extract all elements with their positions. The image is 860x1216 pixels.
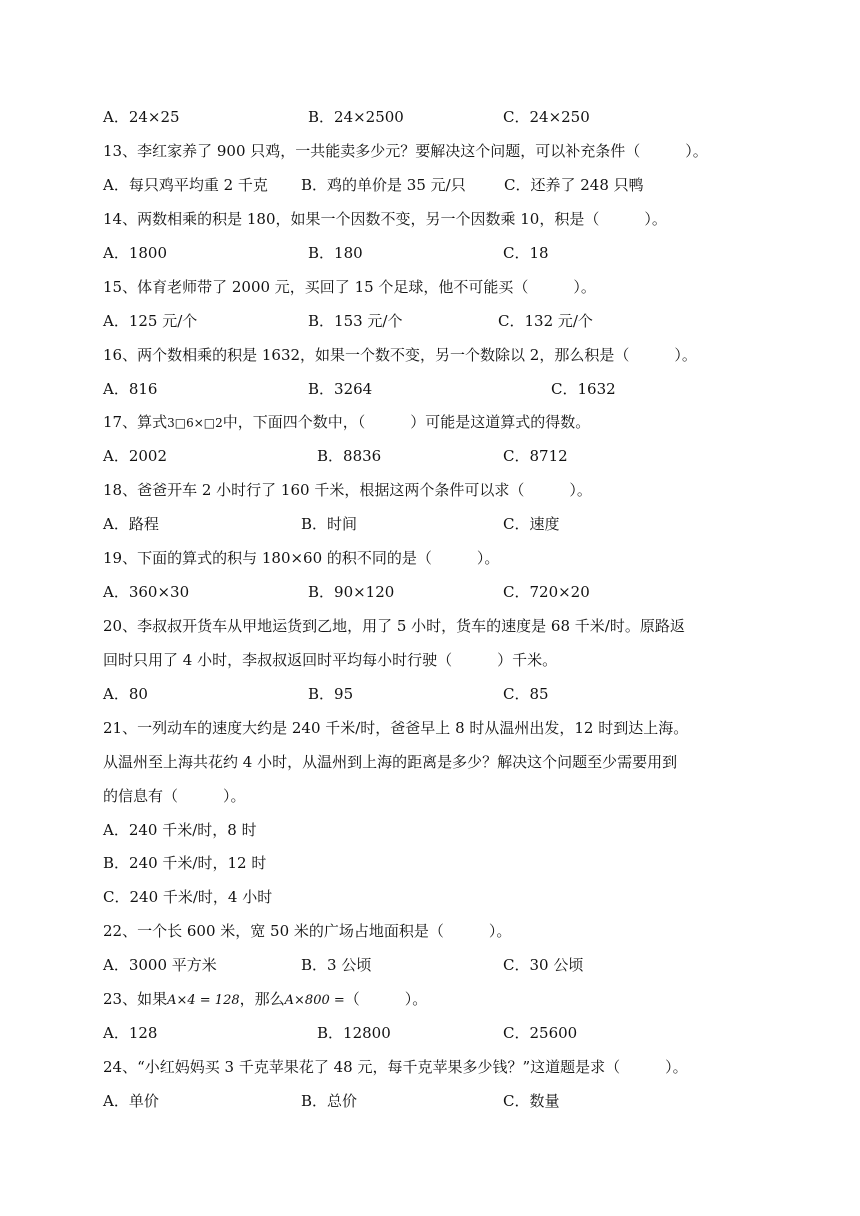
q20-options: [103, 684, 803, 704]
q18-option-b[interactable]: B．时间: [301, 515, 358, 533]
q24-option-c[interactable]: C．数量: [503, 1092, 560, 1110]
q22-option-b[interactable]: B．3 公顷: [301, 956, 372, 974]
q18-option-a[interactable]: A．路程: [103, 515, 159, 533]
q13-option-b[interactable]: B．鸡的单价是 35 元/只: [301, 176, 466, 194]
q23-text-end: （ ）。: [344, 990, 428, 1008]
q21-text-line3: 的信息有（ ）。: [103, 787, 246, 805]
q20-text-line2: 回时只用了 4 小时，李叔叔返回时平均每小时行驶（ ）千米。: [103, 651, 558, 669]
q21-option-a[interactable]: A．240 千米/时，8 时: [103, 821, 257, 839]
q12-options: [103, 107, 803, 127]
q14-option-c[interactable]: C．18: [503, 244, 549, 262]
q23-text-start: 23、如果: [103, 990, 168, 1008]
q16-option-c[interactable]: C．1632: [551, 380, 616, 398]
q23-formula-given: A×4 = 128: [167, 993, 240, 1008]
q14-option-a[interactable]: A．1800: [103, 244, 168, 262]
q23-text-mid: ，那么: [239, 990, 285, 1008]
q13-text: 13、李红家养了 900 只鸡，一共能卖多少元？要解决这个问题，可以补充条件（ ）。: [103, 142, 708, 160]
q20-option-c[interactable]: C．85: [503, 685, 549, 703]
q24-text: 24、“小红妈妈买 3 千克苹果花了 48 元，每千克苹果多少钱？”这道题是求（ ）。: [103, 1058, 688, 1076]
q21-text-line2: 从温州至上海共花约 4 小时，从温州到上海的距离是多少？解决这个问题至少需要用到: [103, 753, 678, 771]
q20-option-b[interactable]: B．95: [308, 685, 354, 703]
q14-option-b[interactable]: B．180: [308, 244, 363, 262]
q16-options: [103, 379, 803, 399]
q17-text-start: 17、算式: [103, 413, 168, 431]
q17-text: [103, 412, 590, 433]
q12-option-a[interactable]: A．24×25: [103, 108, 180, 126]
q13-option-a[interactable]: A．每只鸡平均重 2 千克: [103, 176, 268, 194]
q19-option-b[interactable]: B．90×120: [308, 583, 395, 601]
q19-options: [103, 582, 803, 602]
q20-option-a[interactable]: A．80: [103, 685, 148, 703]
q15-option-b[interactable]: B．153 元/个: [308, 312, 403, 330]
q16-option-a[interactable]: A．816: [103, 380, 158, 398]
q19-option-c[interactable]: C．720×20: [503, 583, 590, 601]
q19-option-a[interactable]: A．360×30: [103, 583, 190, 601]
q24-options: [103, 1091, 803, 1111]
q15-options: [103, 311, 803, 331]
q22-text: 22、一个长 600 米，宽 50 米的广场占地面积是（ ）。: [103, 922, 512, 940]
q16-option-b[interactable]: B．3264: [308, 380, 373, 398]
q17-options: [103, 446, 803, 466]
q22-options: [103, 955, 803, 975]
q18-text: 18、爸爸开车 2 小时行了 160 千米，根据这两个条件可以求（ ）。: [103, 481, 592, 499]
q14-options: [103, 243, 803, 263]
q13-options: [103, 175, 803, 195]
q21-text-line1: 21、一列动车的速度大约是 240 千米/时，爸爸早上 8 时从温州出发，12 时到达上海。: [103, 719, 689, 737]
q23-formula-ask: A×800 =: [284, 993, 345, 1008]
q21-option-c[interactable]: C．240 千米/时，4 小时: [103, 888, 273, 906]
q16-text: 16、两个数相乘的积是 1632，如果一个数不变，另一个数除以 2，那么积是（ ）。: [103, 346, 697, 364]
q20-text-line1: 20、李叔叔开货车从甲地运货到乙地，用了 5 小时，货车的速度是 68 千米/时。原路返: [103, 617, 685, 635]
q18-option-c[interactable]: C．速度: [503, 515, 560, 533]
q23-option-c[interactable]: C．25600: [503, 1024, 578, 1042]
q23-text: [103, 989, 427, 1011]
q13-option-c[interactable]: C．还养了 248 只鸭: [504, 176, 644, 194]
q17-option-a[interactable]: A．2002: [103, 447, 168, 465]
q21-option-b[interactable]: B．240 千米/时，12 时: [103, 854, 267, 872]
q23-option-b[interactable]: B．12800: [317, 1024, 391, 1042]
q15-text: 15、体育老师带了 2000 元，买回了 15 个足球，他不可能买（ ）。: [103, 278, 596, 296]
q19-text: 19、下面的算式的积与 180×60 的积不同的是（ ）。: [103, 549, 500, 567]
q15-option-a[interactable]: A．125 元/个: [103, 312, 198, 330]
q24-option-b[interactable]: B．总价: [301, 1092, 358, 1110]
q23-options: [103, 1023, 803, 1043]
q15-option-c[interactable]: C．132 元/个: [498, 312, 593, 330]
q12-option-c[interactable]: C．24×250: [503, 108, 590, 126]
q17-option-b[interactable]: B．8836: [317, 447, 382, 465]
q14-text: 14、两数相乘的积是 180，如果一个因数不变，另一个因数乘 10，积是（ ）。: [103, 210, 667, 228]
q17-option-c[interactable]: C．8712: [503, 447, 568, 465]
q24-option-a[interactable]: A．单价: [103, 1092, 159, 1110]
q23-option-a[interactable]: A．128: [103, 1024, 158, 1042]
q18-options: [103, 514, 803, 534]
q12-option-b[interactable]: B．24×2500: [308, 108, 404, 126]
q17-formula: 3□6×□2: [167, 416, 223, 430]
q22-option-a[interactable]: A．3000 平方米: [103, 956, 217, 974]
q22-option-c[interactable]: C．30 公顷: [503, 956, 584, 974]
q17-text-end: 中，下面四个数中，（ ）可能是这道算式的得数。: [222, 413, 591, 431]
